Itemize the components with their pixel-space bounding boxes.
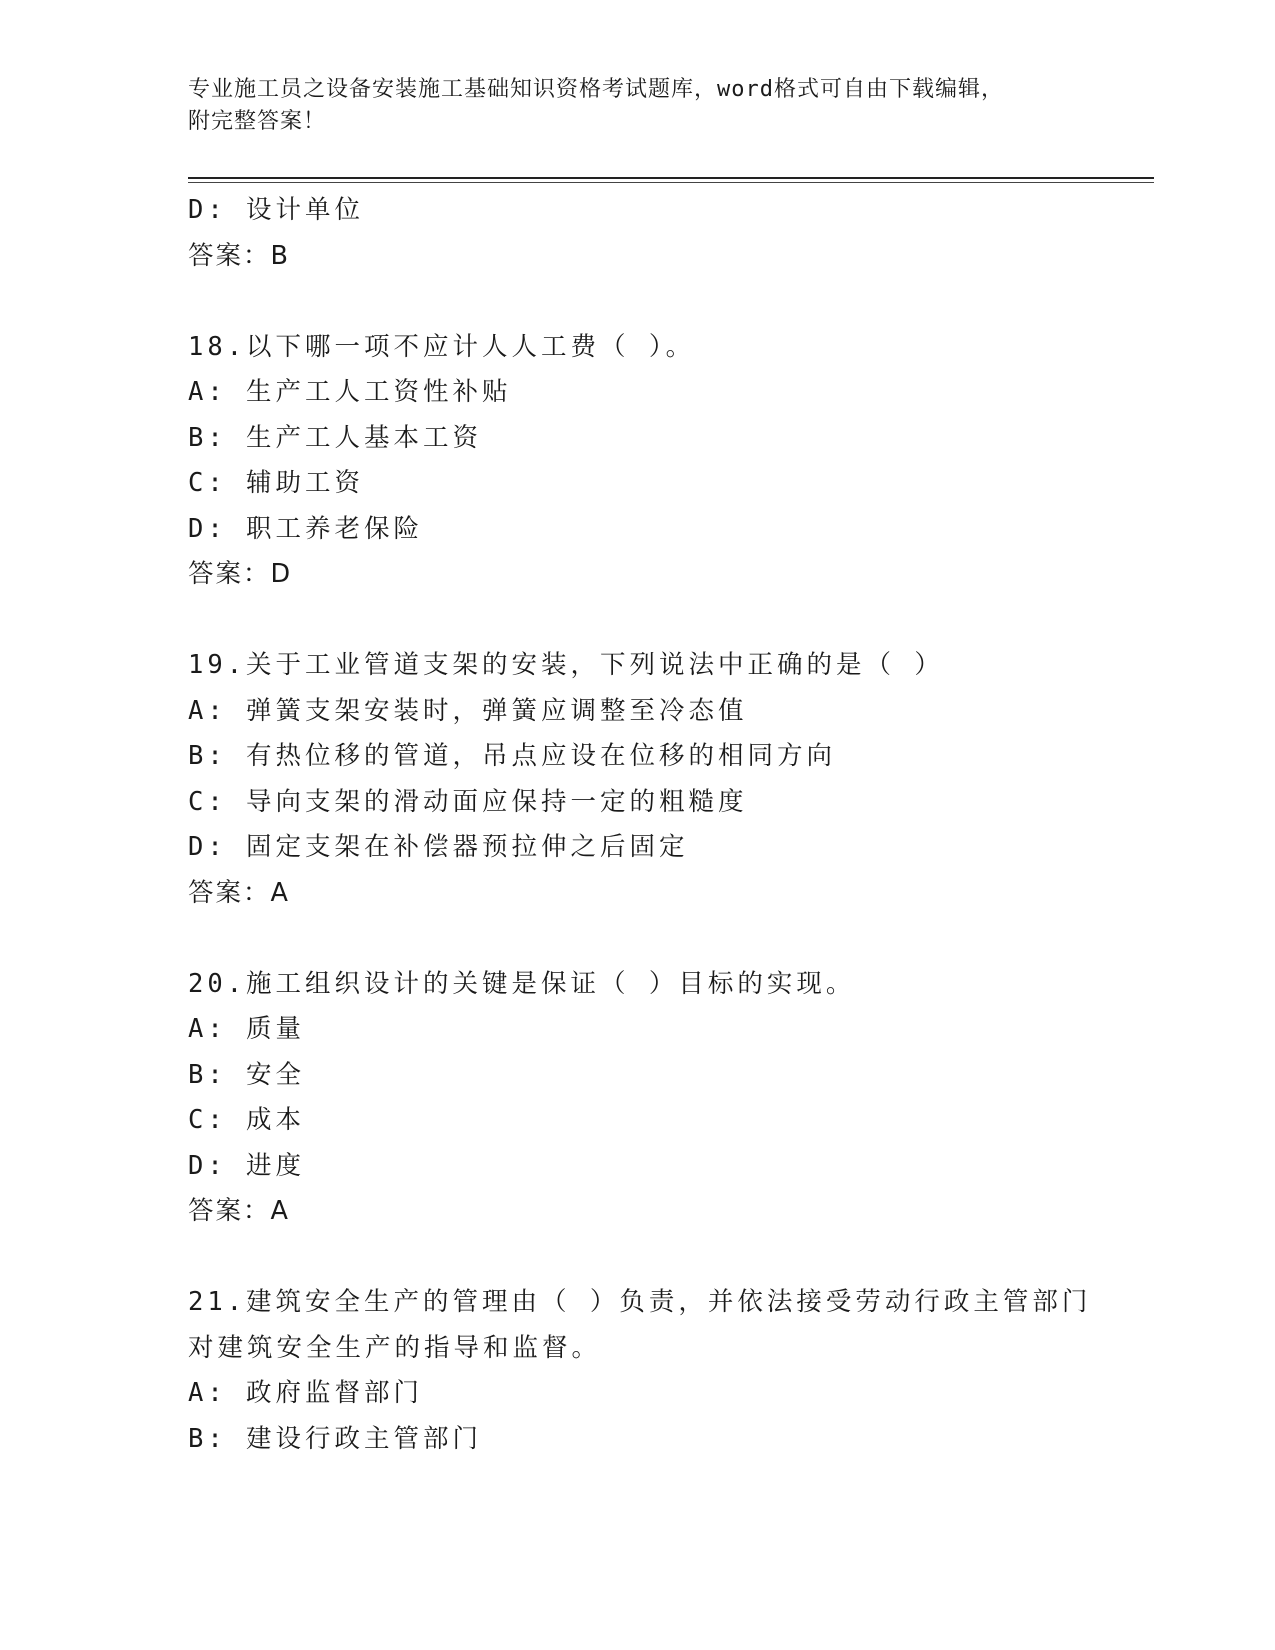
option-d: D: 设计单位 <box>188 195 365 225</box>
question-stem-continued: 对建筑安全生产的指导和监督。 <box>188 1332 602 1363</box>
question-18 <box>188 325 1108 598</box>
option-b: B: 安全 <box>188 1059 306 1090</box>
answer-label: 答案： <box>188 1196 271 1226</box>
question-21 <box>188 1280 1108 1462</box>
answer-label: 答案： <box>188 240 271 271</box>
option-c: C: 成本 <box>188 1105 306 1135</box>
question-list <box>188 188 1108 1462</box>
header-divider-thin <box>188 182 1154 183</box>
option-a: A: 政府监督部门 <box>188 1378 424 1408</box>
answer-label: 答案： <box>188 559 271 589</box>
option-d: D: 固定支架在补偿器预拉伸之后固定 <box>188 832 689 862</box>
option-d: D: 进度 <box>188 1150 306 1181</box>
option-a: A: 弹簧支架安装时，弹簧应调整至冷态值 <box>188 695 748 726</box>
spacer <box>188 1235 1108 1281</box>
answer-label: 答案： <box>188 877 271 908</box>
question-stem: 19.关于工业管道支架的安装，下列说法中正确的是（ ） <box>188 650 944 680</box>
option-b: B: 有热位移的管道，吊点应设在位移的相同方向 <box>188 741 837 771</box>
answer-line <box>188 1189 1108 1235</box>
answer-value: A <box>270 877 289 908</box>
header-title-line-2: 附完整答案！ <box>188 109 327 134</box>
option-a: A: 质量 <box>188 1014 306 1044</box>
option-c: C: 辅助工资 <box>188 468 365 498</box>
option-b: B: 生产工人基本工资 <box>188 422 483 453</box>
option-a: A: 生产工人工资性补贴 <box>188 377 512 407</box>
option-d: D: 职工养老保险 <box>188 513 424 544</box>
answer-line <box>188 871 1108 917</box>
answer-value: B <box>270 240 290 271</box>
answer-line <box>188 234 1108 280</box>
option-b: B: 建设行政主管部门 <box>188 1423 483 1454</box>
document-header <box>188 74 1068 138</box>
answer-line <box>188 552 1108 598</box>
spacer <box>188 598 1108 644</box>
spacer <box>188 279 1108 325</box>
question-20 <box>188 962 1108 1235</box>
spacer <box>188 916 1108 962</box>
answer-value: D <box>270 559 292 589</box>
question-stem: 18.以下哪一项不应计人人工费（ ）。 <box>188 331 696 362</box>
header-divider-thick <box>188 177 1154 179</box>
question-19 <box>188 643 1108 916</box>
option-c: C: 导向支架的滑动面应保持一定的粗糙度 <box>188 786 748 817</box>
question-stem: 20.施工组织设计的关键是保证（ ）目标的实现。 <box>188 968 856 999</box>
question-stem: 21.建筑安全生产的管理由（ ）负责，并依法接受劳动行政主管部门 <box>188 1287 1092 1317</box>
header-title-line-1: 专业施工员之设备安装施工基础知识资格考试题库，word格式可自由下载编辑， <box>188 77 1004 102</box>
answer-value: A <box>270 1196 289 1226</box>
